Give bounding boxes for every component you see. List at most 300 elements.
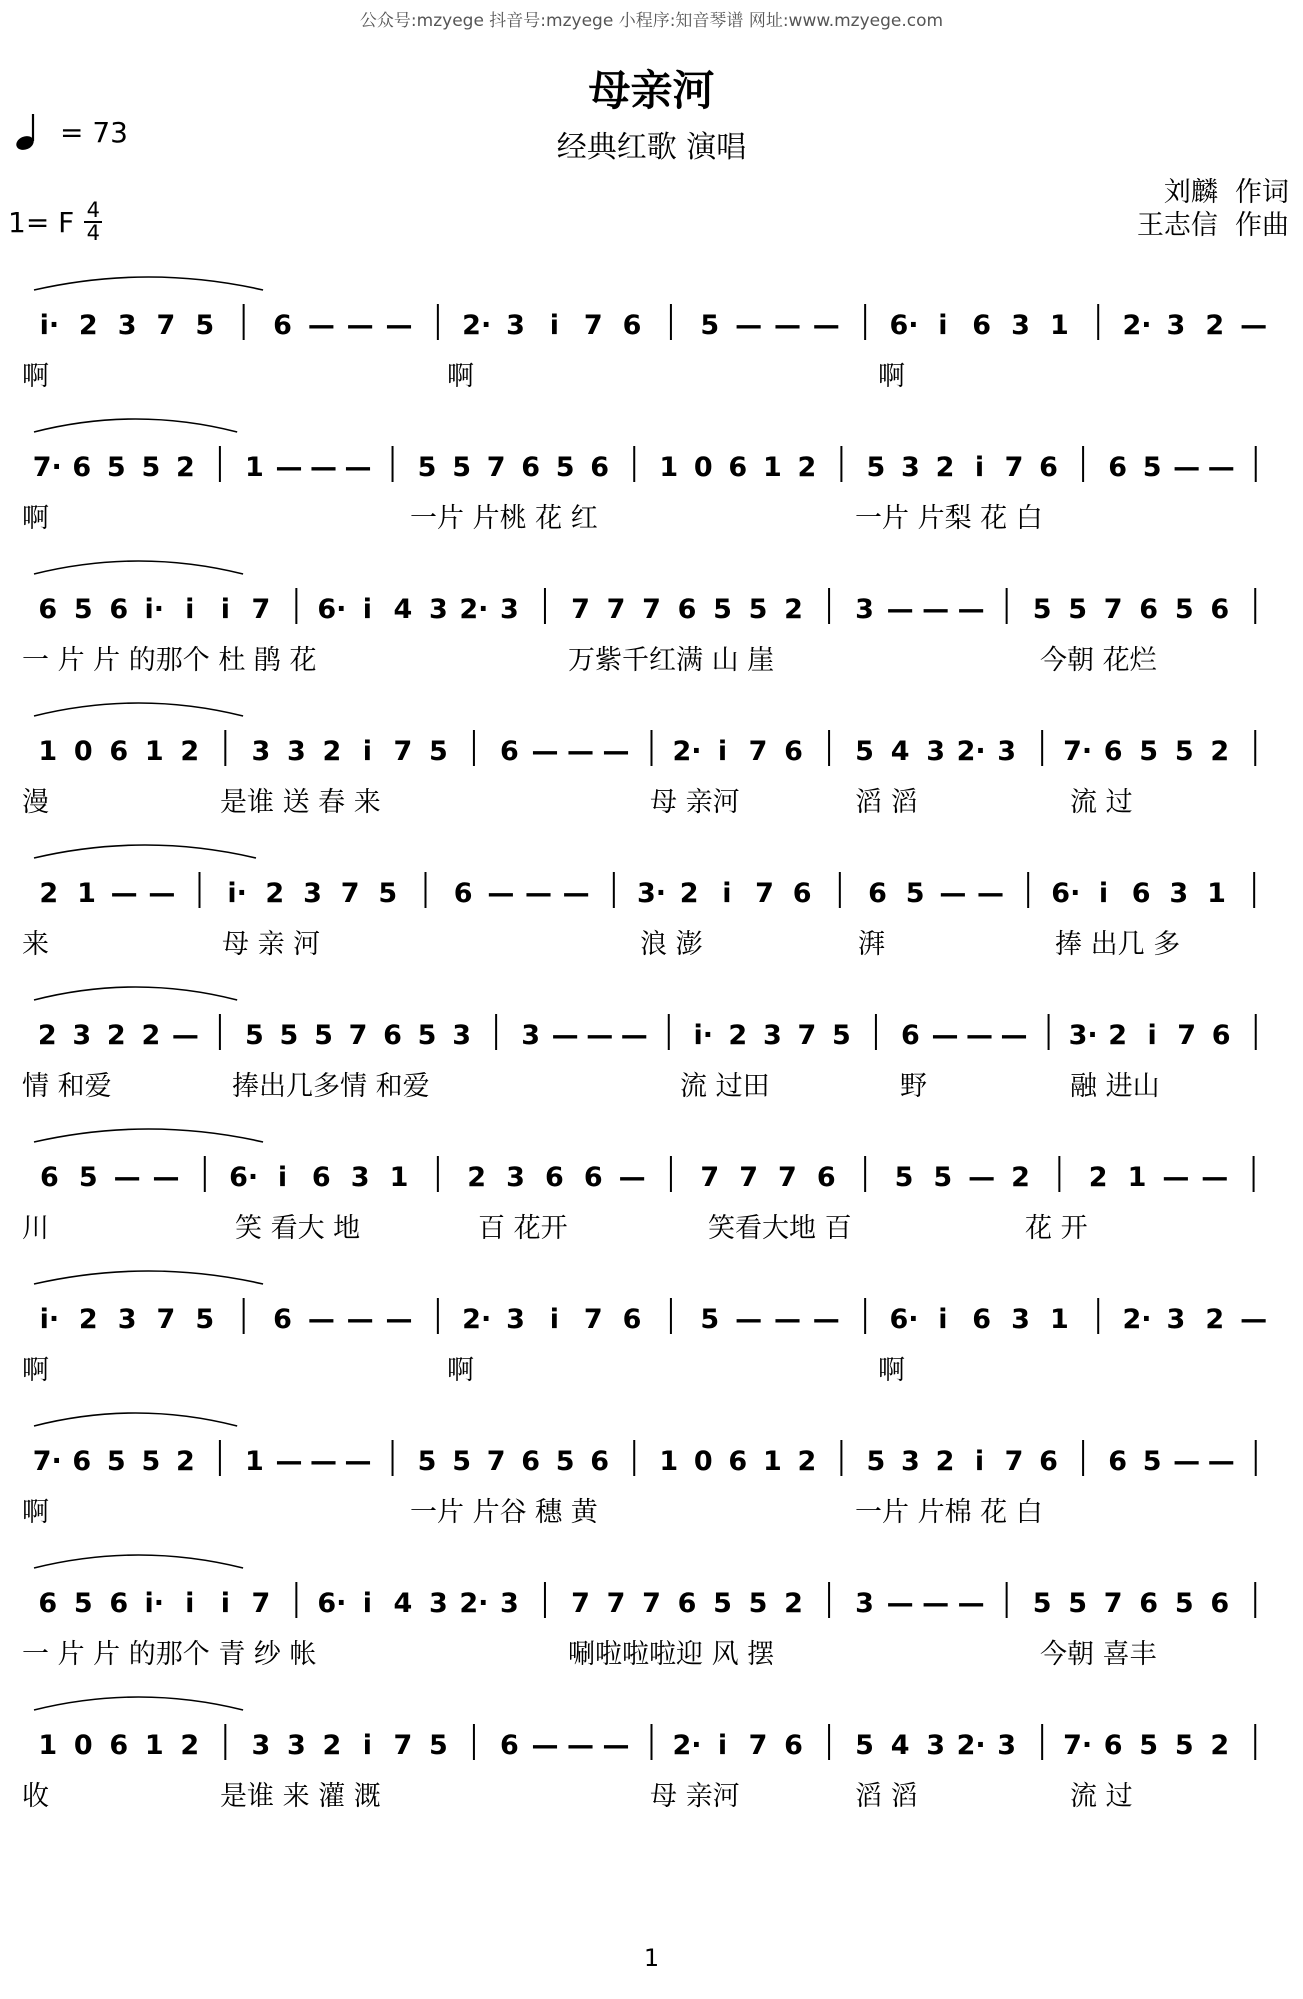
lyric-text: 情 和爱 xyxy=(22,1071,112,1102)
dash-note: — xyxy=(110,878,138,909)
note: 7 xyxy=(606,1588,626,1619)
dash-note: — xyxy=(1201,1162,1229,1193)
note: 7 xyxy=(642,1588,661,1619)
dash-note: — xyxy=(620,1020,648,1051)
note: 6· xyxy=(317,594,347,625)
note: 5 xyxy=(1068,1588,1088,1619)
score-row xyxy=(0,1682,1303,1822)
slur xyxy=(34,1129,263,1142)
note: 3 xyxy=(251,736,271,767)
note: 3 xyxy=(997,736,1017,767)
score-row xyxy=(0,546,1303,686)
slur xyxy=(34,1697,243,1710)
note: 2 xyxy=(322,736,342,767)
note: 6 xyxy=(590,452,610,483)
dash-note: — xyxy=(307,310,335,341)
lyric-text: 川 xyxy=(22,1213,49,1244)
dash-note: — xyxy=(551,1020,579,1051)
note: 7 xyxy=(1103,594,1123,625)
note: 6 xyxy=(544,1162,564,1193)
note: 1 xyxy=(1049,1304,1069,1335)
note: 6 xyxy=(784,736,803,767)
note: i· xyxy=(39,310,60,341)
note: 3 xyxy=(286,736,306,767)
note: i xyxy=(362,1588,373,1619)
note: 0 xyxy=(73,1730,93,1761)
note: 1 xyxy=(144,736,164,767)
note: 7· xyxy=(1063,1730,1093,1761)
note: 7 xyxy=(1177,1020,1197,1051)
dash-note: — xyxy=(152,1162,180,1193)
note: 0 xyxy=(693,1446,713,1477)
note: 7· xyxy=(32,1446,62,1477)
note: 3· xyxy=(1068,1020,1098,1051)
note: 2· xyxy=(459,1588,489,1619)
note: 1 xyxy=(762,452,782,483)
notation-line xyxy=(0,546,1303,641)
note: i xyxy=(974,452,985,483)
note: 5 xyxy=(141,452,161,483)
lyric-text: 湃 xyxy=(858,929,885,960)
note: 6 xyxy=(868,878,887,909)
note: i· xyxy=(144,594,165,625)
note: 5 xyxy=(245,1020,264,1051)
dash-note: — xyxy=(1000,1020,1028,1051)
note: 3 xyxy=(1166,1304,1186,1335)
note: 2 xyxy=(1108,1020,1128,1051)
lyric-text: 百 花开 xyxy=(478,1213,568,1244)
note: i xyxy=(362,594,373,625)
note: 6 xyxy=(590,1446,610,1477)
note: 5 xyxy=(1174,1730,1194,1761)
note: 1 xyxy=(1127,1162,1147,1193)
note: 7 xyxy=(642,594,661,625)
time-signature-bottom: 4 xyxy=(86,221,100,245)
note: 2· xyxy=(1122,310,1152,341)
note: 6 xyxy=(1211,1020,1231,1051)
note: 6 xyxy=(792,878,812,909)
note: 2 xyxy=(141,1020,161,1051)
note: i xyxy=(362,736,373,767)
note: 7 xyxy=(393,1730,413,1761)
lyric-text: 母 亲河 xyxy=(650,787,740,818)
note: 6· xyxy=(229,1162,259,1193)
note: 5 xyxy=(748,594,768,625)
note: 6 xyxy=(1103,736,1123,767)
note: 3 xyxy=(429,594,448,625)
note: 5 xyxy=(417,1446,437,1477)
note: 5 xyxy=(417,452,437,483)
page-number: 1 xyxy=(643,1944,660,1972)
note: 2 xyxy=(1205,1304,1225,1335)
slur xyxy=(34,419,237,432)
note: 6 xyxy=(521,1446,541,1477)
note: 7 xyxy=(700,1162,720,1193)
note: 6 xyxy=(40,1162,59,1193)
song-subtitle: 经典红歌 演唱 xyxy=(556,130,747,165)
lyric-text: 捧 出几 多 xyxy=(1055,929,1181,960)
lyric-text: 啊 xyxy=(878,1355,905,1386)
note: 3 xyxy=(506,1162,525,1193)
note: 1 xyxy=(245,1446,264,1477)
note: 3 xyxy=(926,1730,946,1761)
notation-line xyxy=(0,1114,1303,1209)
page-header: 公众号:mzyege 抖音号:mzyege 小程序:知音琴谱 网址:www.mzyege.com xyxy=(359,11,944,31)
note: 2 xyxy=(175,452,195,483)
dash-note: — xyxy=(309,452,337,483)
note: 2· xyxy=(462,310,492,341)
note: 6 xyxy=(500,736,519,767)
note: 5 xyxy=(417,1020,437,1051)
notation-line xyxy=(0,1682,1303,1777)
note: 6 xyxy=(1139,594,1159,625)
note: 5 xyxy=(1068,594,1088,625)
note: i xyxy=(185,1588,195,1619)
note: 5 xyxy=(866,452,886,483)
note: 6 xyxy=(72,452,92,483)
note: 5 xyxy=(713,594,732,625)
note: 2· xyxy=(1122,1304,1152,1335)
note: 3 xyxy=(72,1020,92,1051)
slur xyxy=(34,845,256,858)
lyric-text: 啊 xyxy=(22,1497,49,1528)
note: 6 xyxy=(622,310,642,341)
note: 0 xyxy=(73,736,93,767)
dash-note: — xyxy=(385,1304,413,1335)
note: 3 xyxy=(997,1730,1017,1761)
note: 5 xyxy=(452,1446,471,1477)
lyric-text: 融 进山 xyxy=(1070,1071,1160,1102)
lyric-text: 啊 xyxy=(22,1355,49,1386)
score-row xyxy=(0,688,1303,828)
tempo-value: = 73 xyxy=(60,115,128,149)
note: 2 xyxy=(322,1730,342,1761)
score-row xyxy=(0,1114,1303,1254)
note: i xyxy=(185,594,195,625)
note: 0 xyxy=(693,452,713,483)
dash-note: — xyxy=(531,736,559,767)
note: 2 xyxy=(728,1020,748,1051)
note: 6 xyxy=(72,1446,92,1477)
note: 7 xyxy=(1103,1588,1123,1619)
credits xyxy=(1137,176,1289,242)
note: i xyxy=(549,1304,560,1335)
slur xyxy=(34,1271,263,1284)
note: 6· xyxy=(889,310,919,341)
note: 5 xyxy=(195,1304,215,1335)
dash-note: — xyxy=(385,310,413,341)
notation-line xyxy=(0,1256,1303,1351)
dash-note: — xyxy=(531,1730,559,1761)
note: 1 xyxy=(245,452,264,483)
note: 3 xyxy=(303,878,322,909)
note: 1 xyxy=(144,1730,164,1761)
note: 6 xyxy=(816,1162,836,1193)
dash-note: — xyxy=(966,1020,994,1051)
dash-note: — xyxy=(773,1304,801,1335)
note: 3 xyxy=(521,1020,541,1051)
note: 6 xyxy=(972,1304,992,1335)
lyric-text: 收 xyxy=(22,1781,49,1812)
slur xyxy=(34,987,237,1000)
note: 7 xyxy=(340,878,360,909)
note: 6 xyxy=(500,1730,519,1761)
note: 3 xyxy=(452,1020,471,1051)
lyric-text: 是谁 来 灌 溉 xyxy=(220,1781,381,1812)
note: 6 xyxy=(109,736,129,767)
dash-note: — xyxy=(922,594,950,625)
note: 6 xyxy=(1139,1588,1159,1619)
note: i xyxy=(938,310,948,341)
note: 6 xyxy=(38,1588,58,1619)
note: 2 xyxy=(180,736,200,767)
note: 3 xyxy=(500,594,519,625)
note: 6 xyxy=(521,452,541,483)
note: 2 xyxy=(1011,1162,1030,1193)
score-row xyxy=(0,1540,1303,1680)
song-title: 母亲河 xyxy=(588,66,715,115)
note: 6· xyxy=(317,1588,347,1619)
lyric-text: 来 xyxy=(22,929,49,960)
dash-note: — xyxy=(1240,1304,1268,1335)
note: 2 xyxy=(265,878,285,909)
notation-line xyxy=(0,972,1303,1067)
note: 2· xyxy=(459,594,489,625)
note: 5 xyxy=(1139,736,1159,767)
dash-note: — xyxy=(586,1020,614,1051)
note: 5 xyxy=(1174,736,1194,767)
note: 7 xyxy=(571,1588,590,1619)
lyricist-credit: 刘麟 作词 xyxy=(1163,177,1289,208)
note: 6 xyxy=(1131,878,1151,909)
note: 5 xyxy=(1142,452,1162,483)
lyric-text: 万紫千红满 山 崖 xyxy=(568,645,775,676)
dash-note: — xyxy=(957,1588,985,1619)
lyric-text: 唰啦啦啦迎 风 摆 xyxy=(568,1639,775,1670)
note: 5 xyxy=(429,736,448,767)
note: 3 xyxy=(926,736,946,767)
note: 7 xyxy=(393,736,413,767)
note: 6 xyxy=(1039,452,1058,483)
lyric-text: 花 开 xyxy=(1025,1213,1088,1244)
note: 6 xyxy=(677,594,697,625)
note: 2 xyxy=(39,878,59,909)
note: 2· xyxy=(672,1730,702,1761)
note: 6 xyxy=(784,1730,803,1761)
lyric-text: 漫 xyxy=(22,787,49,818)
note: 3 xyxy=(1011,310,1030,341)
note: 2 xyxy=(1210,1730,1230,1761)
note: 2 xyxy=(784,594,803,625)
note: 6 xyxy=(311,1162,331,1193)
note: 5 xyxy=(748,1588,768,1619)
note: 5 xyxy=(378,878,398,909)
note: 5 xyxy=(555,1446,575,1477)
dash-note: — xyxy=(171,1020,199,1051)
note: 6 xyxy=(1039,1446,1058,1477)
note: 5 xyxy=(195,310,215,341)
dash-note: — xyxy=(886,1588,914,1619)
note: 5 xyxy=(1032,1588,1052,1619)
note: 1 xyxy=(389,1162,409,1193)
lyric-text: 滔 滔 xyxy=(855,1781,918,1812)
dash-note: — xyxy=(812,1304,840,1335)
note: 7 xyxy=(606,594,626,625)
note: i xyxy=(722,878,732,909)
note: 5 xyxy=(452,452,471,483)
dash-note: — xyxy=(1162,1162,1190,1193)
dash-note: — xyxy=(618,1162,646,1193)
dash-note: — xyxy=(957,594,985,625)
dash-note: — xyxy=(922,1588,950,1619)
note: 5 xyxy=(555,452,575,483)
note: 7 xyxy=(797,1020,817,1051)
note: 2 xyxy=(1210,736,1230,767)
tempo-marking xyxy=(14,112,128,152)
note: 1 xyxy=(77,878,96,909)
note: 3 xyxy=(762,1020,782,1051)
note: 7 xyxy=(1004,452,1024,483)
note: 2 xyxy=(797,452,817,483)
notation-line xyxy=(0,1540,1303,1635)
note: i xyxy=(362,1730,373,1761)
note: 6 xyxy=(901,1020,920,1051)
dash-note: — xyxy=(977,878,1004,909)
note: i xyxy=(974,1446,985,1477)
dash-note: — xyxy=(968,1162,996,1193)
dash-note: — xyxy=(113,1162,141,1193)
note: 5 xyxy=(73,594,93,625)
note: 5 xyxy=(855,1730,874,1761)
dash-note: — xyxy=(886,594,914,625)
dash-note: — xyxy=(602,736,630,767)
lyric-text: 流 过田 xyxy=(680,1071,770,1102)
note: 7 xyxy=(583,310,603,341)
note: 1 xyxy=(1207,878,1226,909)
note: 3 xyxy=(506,310,525,341)
score-row xyxy=(0,972,1303,1112)
lyric-text: 野 xyxy=(900,1071,927,1102)
note: i· xyxy=(144,1588,165,1619)
note: 6 xyxy=(728,452,748,483)
dash-note: — xyxy=(773,310,801,341)
note: 7· xyxy=(1063,736,1093,767)
note: 2 xyxy=(78,310,98,341)
note: 5 xyxy=(855,736,874,767)
note: i· xyxy=(693,1020,714,1051)
note: i xyxy=(717,1730,728,1761)
lyric-text: 是谁 送 春 来 xyxy=(220,787,381,818)
note: 6 xyxy=(972,310,992,341)
note: 1 xyxy=(659,1446,679,1477)
note: 7· xyxy=(32,452,62,483)
dash-note: — xyxy=(812,310,840,341)
note: 3 xyxy=(855,1588,874,1619)
note: 6 xyxy=(1210,594,1230,625)
note: 5 xyxy=(73,1588,93,1619)
note: 4 xyxy=(890,1730,910,1761)
lyric-text: 啊 xyxy=(447,361,474,392)
note: 7 xyxy=(348,1020,368,1051)
dash-note: — xyxy=(1207,1446,1235,1477)
note: i xyxy=(220,1588,230,1619)
lyric-text: 啊 xyxy=(878,361,905,392)
note: 2 xyxy=(935,1446,955,1477)
note: 2 xyxy=(78,1304,98,1335)
dash-note: — xyxy=(602,1730,630,1761)
dash-note: — xyxy=(344,452,372,483)
note: i xyxy=(938,1304,948,1335)
lyric-text: 笑 看大 地 xyxy=(235,1213,361,1244)
note: i· xyxy=(227,878,247,909)
note: 6 xyxy=(109,1730,129,1761)
note: 6 xyxy=(109,1588,129,1619)
lyric-text: 浪 澎 xyxy=(640,929,703,960)
dash-note: — xyxy=(307,1304,335,1335)
note: 1 xyxy=(38,1730,58,1761)
dash-note: — xyxy=(346,310,374,341)
dash-note: — xyxy=(735,310,763,341)
note: i xyxy=(717,736,728,767)
note: 6 xyxy=(728,1446,748,1477)
note: 2 xyxy=(797,1446,817,1477)
note: 5 xyxy=(1032,594,1052,625)
dash-note: — xyxy=(939,878,967,909)
note: 5 xyxy=(106,1446,126,1477)
lyric-text: 母 亲河 xyxy=(650,1781,740,1812)
note: i xyxy=(1147,1020,1157,1051)
note: 4 xyxy=(393,1588,413,1619)
lyric-text: 流 过 xyxy=(1070,1781,1133,1812)
note: 2 xyxy=(1205,310,1225,341)
dash-note: — xyxy=(562,878,590,909)
note: 1 xyxy=(659,452,679,483)
lyric-text: 今朝 花烂 xyxy=(1040,645,1157,676)
note: 6 xyxy=(109,594,129,625)
lyric-text: 一 片 片 的那个 杜 鹃 花 xyxy=(22,645,317,676)
note: 7 xyxy=(156,310,176,341)
lyric-text: 一 片 片 的那个 青 纱 帐 xyxy=(22,1639,317,1670)
note: 1 xyxy=(1049,310,1069,341)
key-signature xyxy=(8,200,102,244)
lyric-text: 母 亲 河 xyxy=(222,929,321,960)
note: 5 xyxy=(713,1588,732,1619)
time-signature-top: 4 xyxy=(86,198,100,222)
note: 5 xyxy=(894,1162,914,1193)
note: 3 xyxy=(251,1730,271,1761)
lyric-text: 啊 xyxy=(447,1355,474,1386)
note: i xyxy=(1098,878,1109,909)
dash-note: — xyxy=(275,452,303,483)
quarter-note-icon xyxy=(14,112,46,152)
note: 6· xyxy=(889,1304,919,1335)
score-row xyxy=(0,262,1303,402)
dash-note: — xyxy=(566,736,594,767)
notation-line xyxy=(0,1398,1303,1493)
notation-line xyxy=(0,830,1303,925)
note: 6 xyxy=(677,1588,697,1619)
dash-note: — xyxy=(487,878,515,909)
notation-line xyxy=(0,404,1303,499)
note: 5 xyxy=(1174,1588,1194,1619)
note: 2 xyxy=(106,1020,126,1051)
slur xyxy=(34,561,243,574)
note: 7 xyxy=(778,1162,797,1193)
note: 3 xyxy=(1169,878,1189,909)
note: 1 xyxy=(762,1446,782,1477)
note: 7 xyxy=(583,1304,603,1335)
note: 6 xyxy=(622,1304,642,1335)
